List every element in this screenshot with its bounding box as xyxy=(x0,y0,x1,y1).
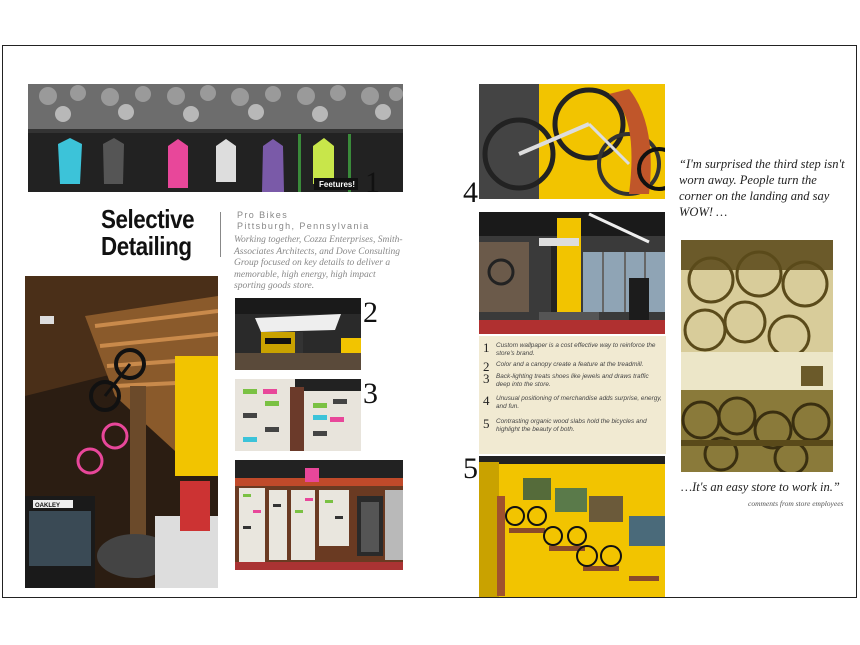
quote-bottom: …It's an easy store to work in.” xyxy=(681,480,840,494)
number-2: 2 xyxy=(363,296,378,329)
store-info xyxy=(237,210,370,232)
caption-1 xyxy=(483,342,662,358)
title-divider xyxy=(220,212,221,257)
caption-4-number: 4 xyxy=(483,393,490,408)
caption-5-number: 5 xyxy=(483,416,490,431)
number-5: 5 xyxy=(463,452,478,485)
caption-5-text: Contrasting organic wood slabs hold the bicycles and highlight the beauty of both. xyxy=(496,418,647,433)
photo-wood-staircase xyxy=(25,276,218,588)
number-4: 4 xyxy=(463,176,478,209)
caption-2-text: Color and a canopy create a feature at the treadmill. xyxy=(496,361,644,368)
caption-4-text: Unusual positioning of merchandise adds surprise, energy, and fun. xyxy=(496,395,662,410)
intro-paragraph: Working together, Cozza Enterprises, Smith-Associates Architects, and Dove Consulting Group focused on key details to deliver a memorable, high energy, high impact sporting goods store. xyxy=(234,235,403,291)
magazine-spread xyxy=(2,45,857,598)
caption-4 xyxy=(483,395,662,411)
caption-2-number: 2 xyxy=(483,359,490,374)
photo-sepia-bike-wall xyxy=(681,240,833,472)
caption-1-text: Custom wallpaper is a cost effective way to reinforce the store's brand. xyxy=(496,342,656,357)
brand-text: OAKLEY xyxy=(35,503,61,509)
store-location: Pittsburgh, Pennsylvania xyxy=(237,221,370,231)
quote-attribution: comments from store employees xyxy=(748,499,844,508)
quote-top: “I'm surprised the third step isn't worn away. People turn the corner on the landing and say WOW! … xyxy=(679,157,845,219)
photo-shoe-wall xyxy=(235,379,361,451)
store-name: Pro Bikes xyxy=(237,210,289,220)
title-line-2: Detailing xyxy=(101,231,192,261)
caption-3 xyxy=(483,373,662,389)
photo-treadmill-canopy xyxy=(235,298,361,370)
title-line-1: Selective xyxy=(101,204,195,234)
photo-shoe-department xyxy=(235,460,403,570)
photo-hanging-bikes xyxy=(479,84,665,199)
caption-2 xyxy=(483,361,662,373)
caption-3-text: Back-lighting treats shoes like jewels and draws traffic deep into the store. xyxy=(496,373,649,388)
photo-banner-apparel xyxy=(28,84,403,192)
number-1: 1 xyxy=(365,166,380,199)
captions-box xyxy=(479,336,666,454)
number-3: 3 xyxy=(363,377,378,410)
caption-1-number: 1 xyxy=(483,340,490,355)
photo-bikes-wood-slabs xyxy=(479,456,665,598)
page-title xyxy=(101,206,194,260)
sign-text: Feetures! xyxy=(319,180,356,189)
photo-store-interior xyxy=(479,212,665,334)
caption-5 xyxy=(483,418,662,434)
caption-3-number: 3 xyxy=(483,371,490,386)
